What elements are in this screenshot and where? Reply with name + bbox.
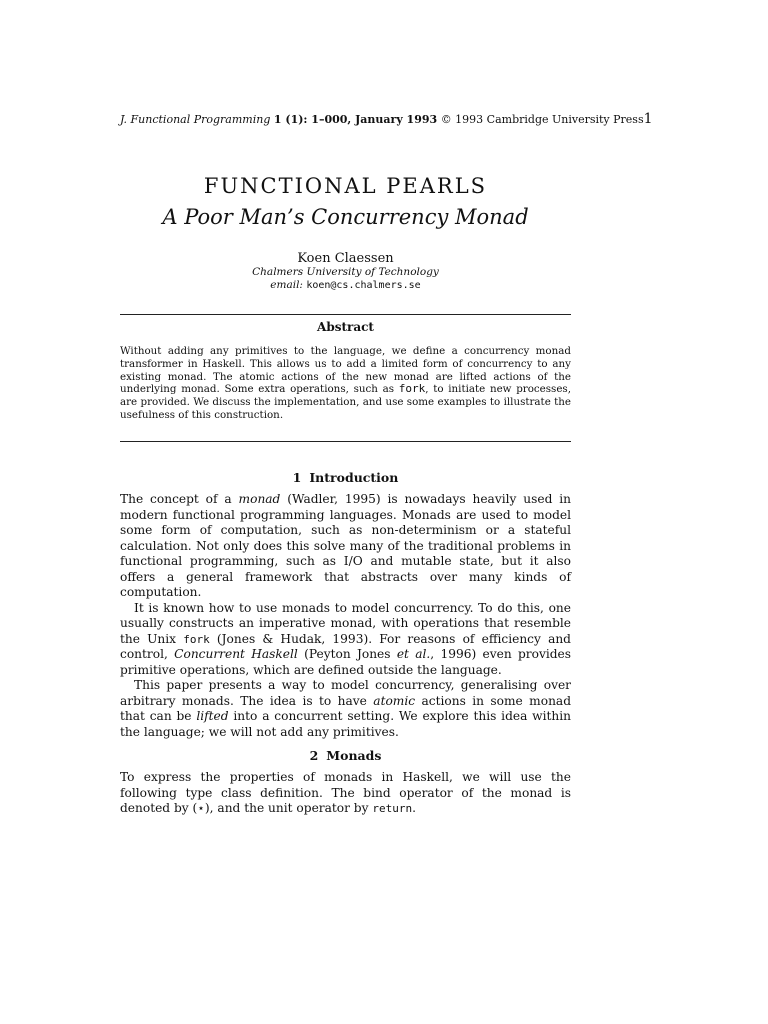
text-run: The concept of a	[120, 492, 239, 506]
text-run: into a concurrent setting. We explore this idea within the language; we will not add any primitives.	[120, 709, 571, 739]
text-run: To express the properties of monads in Haskell, we will use the following type class definition. The bind operator of the monad is denoted by (⋆), and the unit operator by	[120, 770, 571, 815]
author-email-line	[120, 279, 571, 291]
volume-issue: 1 (1): 1–000, January 1993	[273, 113, 438, 126]
section-title: Monads	[326, 748, 382, 763]
abstract-paragraph	[120, 345, 571, 422]
author-name: Koen Claessen	[297, 251, 394, 266]
text-run: (Jones & Hudak, 1993). For reasons of efficiency and control,	[120, 631, 571, 661]
text-run: (Wadler, 1995) is nowadays heavily used in modern functional programming languages. Monads are used to model some form of computation, such as non-determinism or a stateful calculation. Not only does this solve many of the traditional problems in functional programming, such as I/O and mutable state, but it also offers a general framework that abstracts over many kinds of computation.	[120, 492, 571, 599]
author-affiliation: Chalmers University of Technology	[252, 266, 439, 278]
intro-paragraph-1	[120, 492, 571, 601]
introduction-body	[120, 492, 571, 740]
abstract-bottom-rule	[120, 441, 571, 442]
abstract-text-1: Without adding any primitives to the language, we define a concurrency monad transformer in Haskell. This allows us to add a limited form of concurrency to any existing monad. The atomic actions of the new monad are lifted actions of the underlying monad. Some extra operations, such as	[120, 345, 571, 396]
intro-paragraph-3	[120, 678, 571, 740]
text-run: (Peyton Jones	[297, 647, 397, 661]
section-introduction-heading	[120, 470, 571, 485]
text-run: .	[412, 801, 416, 815]
text-run: It is known how to use monads to model concurrency. To do this, one usually constructs an imperative monad, with operations that resemble the Unix	[120, 600, 571, 646]
emphasis-lifted: lifted	[196, 709, 229, 723]
emphasis-monad: monad	[238, 492, 281, 506]
email-address: koen@cs.chalmers.se	[306, 280, 421, 291]
abstract-text-2: , to initiate new processes, are provided. We discuss the implementation, and use some examples to illustrate the usefulness of this construction.	[120, 383, 571, 421]
page-number: 1	[643, 111, 653, 127]
text-run: , 1996) even provides primitive operations, which are defined outside the language.	[120, 647, 571, 677]
monads-paragraph-1	[120, 770, 571, 817]
running-head-citation	[120, 113, 644, 126]
section-number: 2	[309, 748, 319, 763]
monads-body	[120, 770, 571, 817]
fork-code: fork	[183, 632, 210, 646]
abstract-body	[120, 345, 571, 422]
section-number: 1	[292, 470, 302, 485]
email-label: email:	[270, 279, 303, 291]
paper-title: FUNCTIONAL PEARLS	[203, 174, 488, 198]
section-monads-heading	[120, 748, 571, 763]
section-title: Introduction	[309, 470, 399, 485]
return-code: return	[372, 802, 413, 815]
abstract-top-rule	[120, 314, 571, 315]
abstract-heading: Abstract	[317, 320, 374, 334]
text-run: This paper presents a way to model concurrency, generalising over arbitrary monads. The idea is to have	[120, 678, 571, 708]
copyright-notice: © 1993 Cambridge University Press	[440, 113, 644, 126]
emphasis-atomic: atomic	[373, 693, 416, 708]
paper-subtitle: A Poor Man’s Concurrency Monad	[162, 205, 529, 229]
text-run: actions in some monad that can be	[120, 693, 571, 723]
intro-paragraph-2	[120, 601, 571, 679]
emphasis-concurrent-haskell: Concurrent Haskell	[174, 647, 298, 661]
journal-name: J. Functional Programming	[120, 113, 271, 126]
fork-code: fork	[398, 382, 426, 396]
emphasis-et-al: et al.	[396, 647, 431, 661]
running-head	[120, 111, 653, 127]
